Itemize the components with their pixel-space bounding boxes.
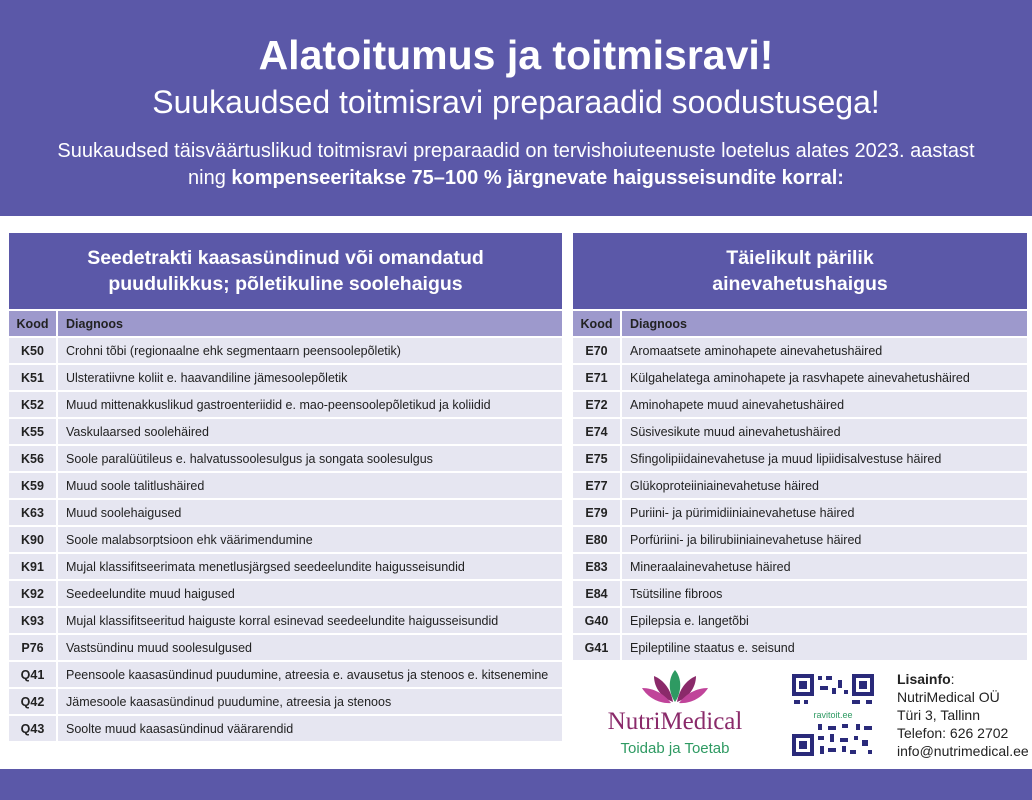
table-row: [9, 338, 562, 363]
diagnosis-code: E70: [573, 338, 622, 363]
digestive-table-title: [9, 233, 562, 309]
intro-line-2-prefix: ning: [188, 167, 232, 189]
diagnosis-name: Epilepsia e. langetõbi: [630, 613, 749, 628]
table-row: [9, 635, 562, 660]
page-title: Alatoitumus ja toitmisravi!: [258, 32, 774, 78]
table-row: [573, 446, 1027, 471]
diagnosis-code: K91: [9, 554, 58, 579]
digestive-title-line-2: puudulikkus; põletikuline soolehaigus: [108, 273, 463, 295]
qr-label: ravitoit.ee: [813, 710, 853, 720]
diagnosis-code: E80: [573, 527, 622, 552]
diagnosis-code: E83: [573, 554, 622, 579]
diagnosis-name: Külgahelatega aminohapete ja rasvhapete ainevahetushäired: [630, 370, 970, 385]
table-row: [573, 500, 1027, 525]
digestive-rows: [9, 338, 562, 741]
diagnosis-code: Q41: [9, 662, 58, 687]
table-row: [9, 662, 562, 687]
diagnosis-name: Aminohapete muud ainevahetushäired: [630, 397, 845, 412]
diagnosis-code: Q42: [9, 689, 58, 714]
diagnosis-name: Soole malabsorptsioon ehk väärimendumine: [66, 532, 313, 547]
diagnosis-name: Muud soole talitlushäired: [66, 478, 205, 493]
digestive-title-line-1: Seedetrakti kaasasündinud või omandatud: [87, 247, 484, 269]
contact-info: [897, 670, 1029, 760]
diagnosis-column-header: Diagnoos: [630, 316, 687, 331]
nutrimedical-logo: [600, 668, 750, 757]
metabolic-rows: [573, 338, 1027, 660]
diagnosis-name: Soole paralüütileus e. halvatussoolesulgus ja songata soolesulgus: [66, 451, 433, 466]
metabolic-table-title: [573, 233, 1027, 309]
table-row: [9, 527, 562, 552]
diagnosis-code: K52: [9, 392, 58, 417]
table-row: [9, 365, 562, 390]
metabolic-title-line-2: ainevahetushaigus: [712, 273, 888, 295]
diagnosis-name: Aromaatsete aminohapete ainevahetushäired: [630, 343, 883, 358]
table-row: [573, 392, 1027, 417]
diagnosis-code: K55: [9, 419, 58, 444]
table-row: [9, 392, 562, 417]
diagnosis-code: E84: [573, 581, 622, 606]
contact-label-colon: :: [950, 671, 955, 687]
diagnosis-name: Sfingolipiidainevahetuse ja muud lipiidisalvestuse häired: [630, 451, 942, 466]
diagnosis-name: Mineraalainevahetuse häired: [630, 559, 791, 574]
code-column-header: Kood: [9, 311, 58, 336]
table-row: [573, 473, 1027, 498]
diagnosis-code: E79: [573, 500, 622, 525]
diagnosis-name: Puriini- ja pürimidiiniainevahetuse häired: [630, 505, 855, 520]
diagnosis-name: Muud mittenakkuslikud gastroenteriidid e. mao-peensoolepõletikud ja koliidid: [66, 397, 491, 412]
diagnosis-name: Muud soolehaigused: [66, 505, 182, 520]
table-row: [573, 338, 1027, 363]
code-column-header: Kood: [573, 311, 622, 336]
diagnosis-column-header: Diagnoos: [66, 316, 123, 331]
diagnosis-code: K90: [9, 527, 58, 552]
contact-label: Lisainfo: [897, 671, 951, 687]
table-row: [9, 581, 562, 606]
intro-line-2: [0, 165, 1032, 192]
digestive-column-header: [9, 311, 562, 336]
metabolic-column-header: [573, 311, 1027, 336]
qr-code[interactable]: [792, 674, 874, 756]
contact-phone[interactable]: Telefon: 626 2702: [897, 725, 1009, 741]
diagnosis-code: K92: [9, 581, 58, 606]
diagnosis-name: Peensoole kaasasündinud puudumine, atreesia e. avausetus ja stenoos e. kitsenemine: [66, 667, 549, 682]
intro-text: [0, 138, 1032, 192]
contact-address: Türi 3, Tallinn: [897, 707, 981, 723]
diagnosis-code: Q43: [9, 716, 58, 741]
diagnosis-code: K51: [9, 365, 58, 390]
table-row: [573, 581, 1027, 606]
diagnosis-name: Jämesoole kaasasündinud puudumine, atreesia ja stenoos: [66, 694, 392, 709]
lotus-icon: [640, 668, 710, 706]
diagnosis-code: E74: [573, 419, 622, 444]
diagnosis-code: K93: [9, 608, 58, 633]
diagnosis-name: Mujal klassifitseerimata menetlusjärgsed seedeelundite haigusseisundid: [66, 559, 465, 574]
table-row: [573, 365, 1027, 390]
table-row: [573, 554, 1027, 579]
diagnosis-name: Ulsteratiivne koliit e. haavandiline jämesoolepõletik: [66, 370, 348, 385]
header-banner: [0, 0, 1032, 216]
diagnosis-name: Tsütsiline fibroos: [630, 586, 723, 601]
diagnosis-name: Soolte muud kaasasündinud väärarendid: [66, 721, 294, 736]
diagnosis-code: K50: [9, 338, 58, 363]
table-row: [9, 554, 562, 579]
diagnosis-name: Porfüriini- ja bilirubiiniainevahetuse häired: [630, 532, 862, 547]
logo-tagline: Toidab ja Toetab: [620, 740, 730, 757]
diagnosis-code: K59: [9, 473, 58, 498]
table-row: [9, 473, 562, 498]
table-row: [573, 635, 1027, 660]
diagnosis-code: E72: [573, 392, 622, 417]
diagnosis-name: Süsivesikute muud ainevahetushäired: [630, 424, 841, 439]
table-row: [573, 608, 1027, 633]
diagnosis-code: K56: [9, 446, 58, 471]
digestive-table: [9, 233, 562, 741]
table-row: [9, 716, 562, 741]
diagnosis-code: G40: [573, 608, 622, 633]
diagnosis-code: E77: [573, 473, 622, 498]
footer-bar: [0, 769, 1032, 800]
table-row: [9, 446, 562, 471]
diagnosis-name: Vaskulaarsed soolehäired: [66, 424, 209, 439]
metabolic-title-line-1: Täielikult pärilik: [726, 247, 874, 269]
table-row: [573, 419, 1027, 444]
diagnosis-code: G41: [573, 635, 622, 660]
table-row: [9, 689, 562, 714]
diagnosis-name: Crohni tõbi (regionaalne ehk segmentaarn peensoolepõletik): [66, 343, 401, 358]
intro-line-1: Suukaudsed täisväärtuslikud toitmisravi preparaadid on tervishoiuteenuste loetelus alates 2023. aastast: [57, 140, 975, 162]
metabolic-table: [573, 233, 1027, 660]
table-row: [9, 419, 562, 444]
table-row: [9, 500, 562, 525]
diagnosis-code: E75: [573, 446, 622, 471]
contact-email[interactable]: info@nutrimedical.ee: [897, 743, 1029, 759]
diagnosis-name: Vastsündinu muud soolesulgused: [66, 640, 253, 655]
table-row: [9, 608, 562, 633]
diagnosis-code: K63: [9, 500, 58, 525]
diagnosis-name: Glükoproteiiniainevahetuse häired: [630, 478, 820, 493]
diagnosis-name: Mujal klassifitseeritud haiguste korral esinevad seedeelundite haigusseisundid: [66, 613, 499, 628]
diagnosis-name: Seedeelundite muud haigused: [66, 586, 235, 601]
intro-line-2-bold: kompenseeritakse 75–100 % järgnevate haigusseisundite korral:: [231, 167, 844, 189]
diagnosis-code: E71: [573, 365, 622, 390]
page-subtitle: Suukaudsed toitmisravi preparaadid soodustusega!: [152, 84, 880, 120]
table-row: [573, 527, 1027, 552]
diagnosis-code: P76: [9, 635, 58, 660]
logo-name: NutriMedical: [607, 708, 743, 735]
diagnosis-name: Epileptiline staatus e. seisund: [630, 640, 795, 655]
contact-company: NutriMedical OÜ: [897, 689, 1000, 705]
